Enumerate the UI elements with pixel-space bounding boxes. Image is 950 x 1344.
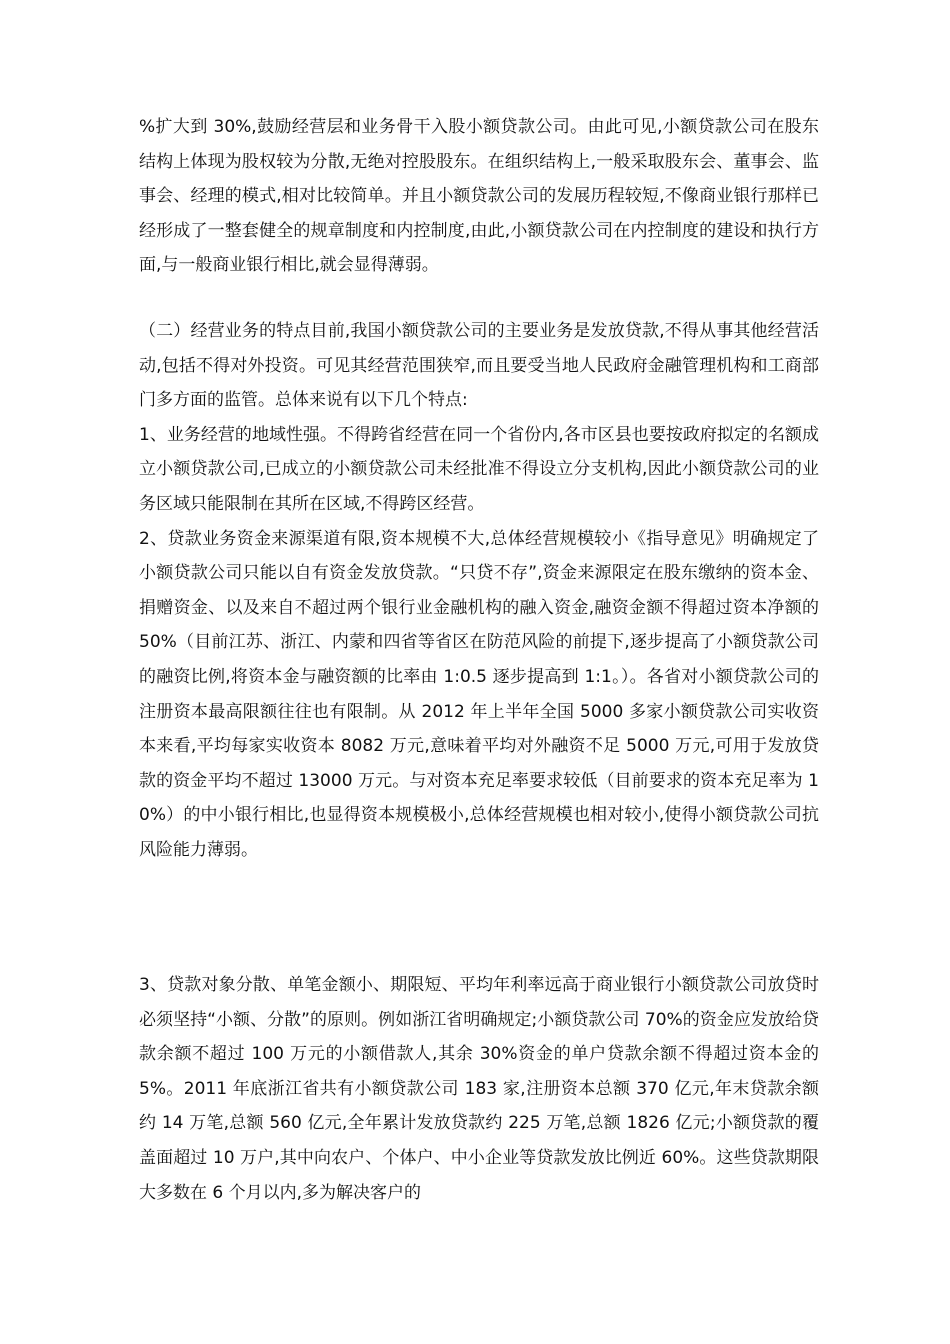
paragraph-shareholder-structure: %扩大到 30%,鼓励经营层和业务骨干入股小额贷款公司。由此可见,小额贷款公司在股东结构上体现为股权较为分散,无绝对控股股东。在组织结构上,一般采取股东会、董事会、监事会、经理的模式,相对比较简单。并且小额贷款公司的发展历程较短,不像商业银行那样已经形成了一整套健全的规章制度和内控制度,由此,小额贷款公司在内控制度的建设和执行方面,与一般商业银行相比,就会显得薄弱。 xyxy=(139,117,819,276)
paragraph-business-characteristics: （二）经营业务的特点目前,我国小额贷款公司的主要业务是发放贷款,不得从事其他经营活动,包括不得对外投资。可见其经营范围狭窄,而且要受当地人民政府金融管理机构和工商部门多方面的监管。总体来说有以下几个特点: 1、业务经营的地域性强。不得跨省经营在同一个省份内,各市区县也要按政府拟定的名额成立小额贷款公司,已成立的小额贷款公司未经批准不得设立分支机构,因此小额贷款公司的业务区域只能限制在其所在区域,不得跨区经营。 2、贷款业务资金来源渠道有限,资本规模不大,总体经营规模较小《指导意见》明确规定了小额贷款公司只能以自有资金发放贷款。“只贷不存”,资金来源限定在股东缴纳的资本金、捐赠资金、以及来自不超过两个银行业金融机构的融入资金,融资金额不得超过资本净额的 50%（目前江苏、浙江、内蒙和四省等省区在防范风险的前提下,逐步提高了小额贷款公司的融资比例,将资本金与融资额的比率由 1:0.5 逐步提高到 1:1。）。各省对小额贷款公司的注册资本最高限额往往也有限制。从 2012 年上半年全国 5000 多家小额贷款公司实收资本来看,平均每家实收资本 8082 万元,意味着平均对外融资不足 5000 万元,可用于发放贷款的资金平均不超过 13000 万元。与对资本充足率要求较低（目前要求的资本充足率为 10%）的中小银行相比,也显得资本规模极小,总体经营规模也相对较小,使得小额贷款公司抗风险能力薄弱。 xyxy=(139,321,819,860)
paragraph-loan-targets: 3、贷款对象分散、单笔金额小、期限短、平均年利率远高于商业银行小额贷款公司放贷时必须坚持“小额、分散”的原则。例如浙江省明确规定;小额贷款公司 70%的资金应发放给贷款余额不超过 100 万元的小额借款人,其余 30%资金的单户贷款余额不得超过资本金的 5%。2011 年底浙江省共有小额贷款公司 183 家,注册资本总额 370 亿元,年末贷款余额约 14 万笔,总额 560 亿元,全年累计发放贷款约 225 万笔,总额 1826 亿元;小额贷款的覆盖面超过 10 万户,其中向农户、个体户、中小企业等贷款发放比例近 60%。这些贷款期限大多数在 6 个月以内,多为解决客户的 xyxy=(139,975,819,1203)
